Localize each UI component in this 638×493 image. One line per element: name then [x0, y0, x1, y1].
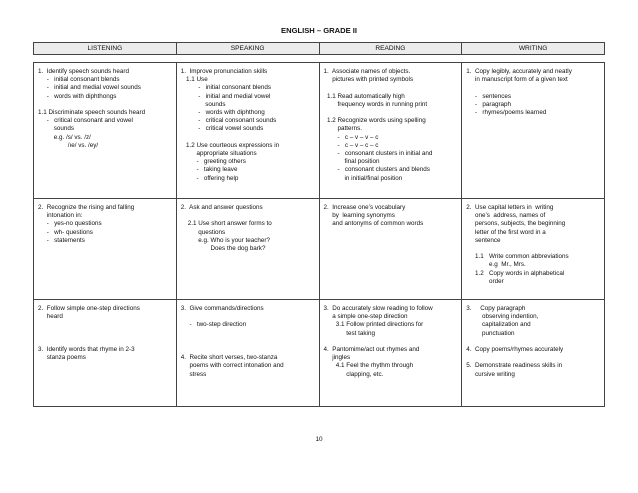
cell-text: 3. Copy paragraph observing indention, capitalization and punctuation 4. Copy poems/rhymes accurately 5. Demonstrate readiness skills in cursive writing	[466, 305, 564, 378]
column-header-listening: LISTENING	[34, 43, 177, 55]
cell-text: 2. Recognize the rising and falling intonation in: - yes-no questions - wh- questions - statements	[38, 204, 135, 244]
column-header-writing: WRITING	[462, 43, 605, 55]
cell-text: 2. Increase one’s vocabulary by learning synonyms and antonyms of common words	[323, 204, 424, 228]
cell-text: 1. Associate names of objects. pictures with printed symbols 1.1 Read automatically high frequency words in running print 1.2 Recognize words using spelling patterns. - c – v – v – c - c – v – c – c - consonant clusters in initial and final position - consonant clusters and blends in initial/final position	[323, 68, 433, 182]
table-cell	[176, 63, 319, 199]
cell-text: 1. Improve pronunciation skills 1.1 Use - initial consonant blends - initial and medial vowel sounds - words with diphthong - critical consonant sounds - critical vowel sounds 1.2 Use courteous expressions in appropriate situations - greeting others - taking leave - offering help	[180, 68, 280, 182]
table-cell	[462, 199, 605, 300]
table-cell	[462, 63, 605, 199]
column-header-reading: READING	[319, 43, 462, 55]
table-row	[34, 199, 605, 300]
table-cell	[319, 63, 462, 199]
table-row	[34, 300, 605, 407]
table-row	[34, 63, 605, 199]
table-cell	[176, 300, 319, 407]
table-cell	[34, 199, 177, 300]
cell-text: 3. Give commands/directions - two-step direction 4. Recite short verses, two-stanza poems with correct intonation and stress	[180, 305, 284, 378]
table-cell	[34, 63, 177, 199]
page-number: 10	[315, 436, 323, 443]
spacer-row	[34, 55, 605, 63]
cell-text: 2. Use capital letters in writing one’s address, names of persons, subjects, the beginning letter of the first word in a sentence 1.1 Write common abbreviations e.g Mr., Mrs. 1.2 Copy words in alphabetical order	[466, 204, 569, 285]
cell-text: 2. Ask and answer questions 2.1 Use short answer forms to questions e.g. Who is your teacher? Does the dog bark?	[180, 204, 272, 253]
column-header-speaking: SPEAKING	[176, 43, 319, 55]
table-cell	[176, 199, 319, 300]
table-cell	[34, 300, 177, 407]
cell-text: 2. Follow simple one-step directions heard 3. Identify words that rhyme in 2-3 stanza poems	[38, 305, 140, 362]
table-cell	[462, 300, 605, 407]
header-row	[34, 43, 605, 55]
table-cell	[319, 300, 462, 407]
table-cell	[319, 199, 462, 300]
curriculum-table	[33, 42, 605, 407]
cell-text: 3. Do accurately slow reading to follow a simple one-step direction 3.1 Follow printed directions for test taking 4. Pantomime/act out rhymes and jingles 4.1 Feel the rhythm through clapping, etc.	[323, 305, 433, 378]
page-title: ENGLISH – GRADE II	[281, 26, 357, 35]
cell-text: 1. Copy legibly, accurately and neatly in manuscript form of a given text - sentences - paragraph - rhymes/poems learned	[466, 68, 572, 117]
cell-text: 1. Identify speech sounds heard - initial consonant blends - initial and medial vowel sounds - words with diphthongs 1.1 Discriminate speech sounds heard - critical consonant and vowel sounds e.g. /s/ vs. /z/ /ıe/ vs. /ey/	[38, 68, 146, 149]
